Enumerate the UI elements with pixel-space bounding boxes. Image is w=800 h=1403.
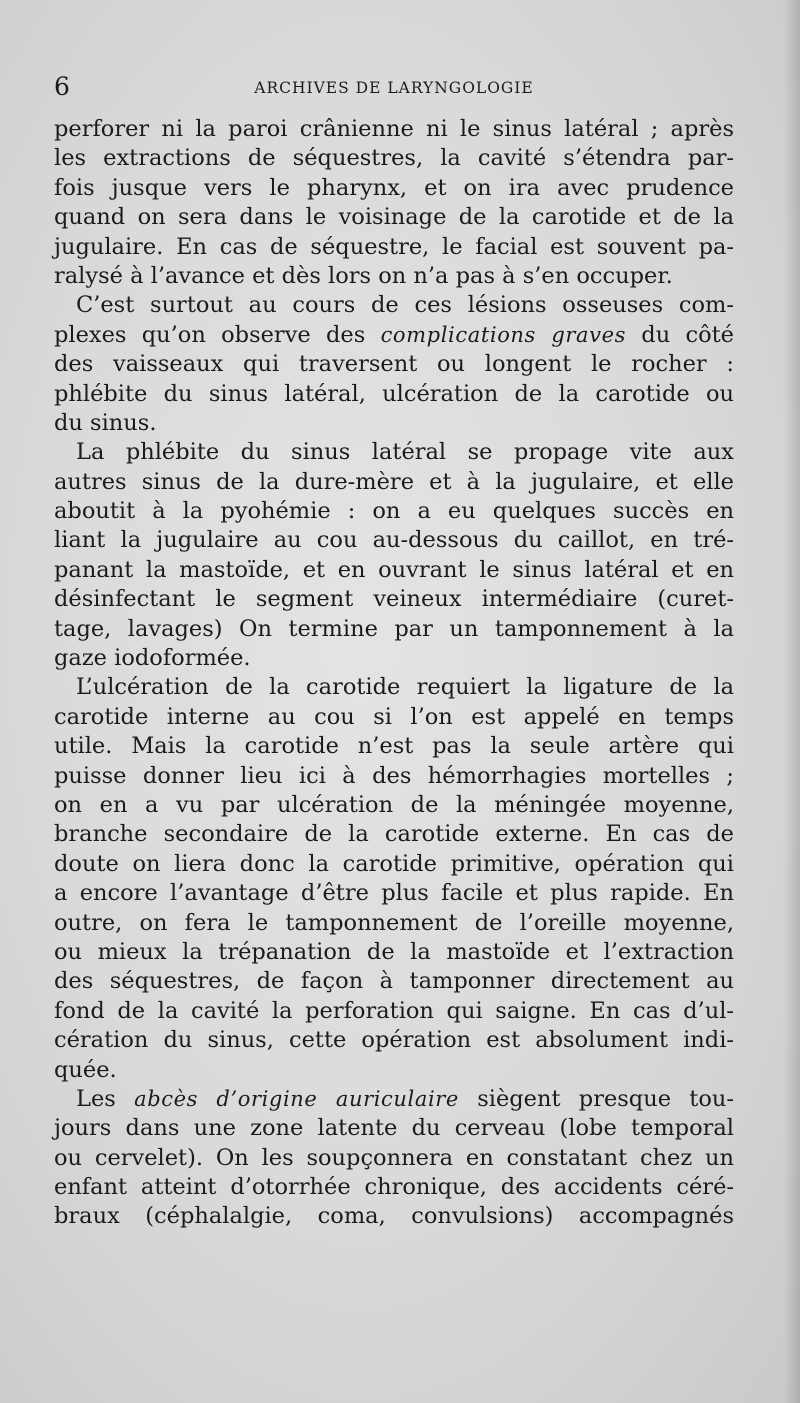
text-line [54,233,734,262]
text-segment: doute on liera donc la carotide primitive, opération qui [54,850,734,877]
text-line [54,615,734,644]
text-line [54,1085,734,1114]
text-segment: cération du sinus, cette opération est absolument indi- [54,1027,734,1054]
text-segment: fois jusque vers le pharynx, et on ira avec prudence [54,174,734,201]
text-segment: a encore l’avantage d’être plus facile et plus rapide. En [54,880,734,907]
text-line [54,997,734,1026]
text-segment: du côté [626,321,734,348]
text-segment: plexes qu’on observe des [54,321,381,348]
text-segment: carotide interne au cou si l’on est appelé en temps [54,703,734,730]
text-segment: on en a vu par ulcération de la méningée moyenne, [54,791,734,818]
text-segment: quée. [54,1056,117,1083]
text-segment: liant la jugulaire au cou au-dessous du caillot, en tré- [54,527,734,554]
text-segment: ou mieux la trépanation de la mastoïde et l’extraction [54,938,734,965]
body-text [54,115,734,1232]
text-line [54,1173,734,1202]
text-line [54,1026,734,1055]
text-line [54,556,734,585]
text-line [54,174,734,203]
text-segment: les extractions de séquestres, la cavité s’étendra par- [54,145,734,172]
text-line [54,321,734,350]
text-segment: outre, on fera le tamponnement de l’oreille moyenne, [54,909,734,936]
text-line [54,1114,734,1143]
running-title: ARCHIVES DE LARYNGOLOGIE [254,79,534,97]
text-line [54,409,734,438]
italic-phrase: complications graves [380,322,627,347]
text-line [54,350,734,379]
text-line [54,673,734,702]
text-segment: aboutit à la pyohémie : on a eu quelques succès en [54,498,734,525]
text-line [54,438,734,467]
text-segment: braux (céphalalgie, coma, convulsions) accompagnés [54,1203,734,1230]
text-segment: des vaisseaux qui traversent ou longent le rocher : [54,351,734,378]
text-line [54,291,734,320]
text-segment: La phlébite du sinus latéral se propage vite aux [76,439,734,466]
text-line [54,526,734,555]
page-number: 6 [54,72,70,101]
text-line [54,820,734,849]
text-segment: des séquestres, de façon à tamponner directement au [54,968,734,995]
text-segment: C’est surtout au cours de ces lésions osseuses com- [76,292,734,319]
text-segment: siègent presque tou- [458,1085,734,1112]
text-segment: quand on sera dans le voisinage de la carotide et de la [54,204,734,231]
text-line [54,703,734,732]
text-line [54,732,734,761]
text-line [54,938,734,967]
text-segment: branche secondaire de la carotide externe. En cas de [54,821,734,848]
text-line [54,203,734,232]
text-segment: utile. Mais la carotide n’est pas la seule artère qui [54,733,734,760]
italic-phrase: abcès d’origine auriculaire [134,1086,459,1111]
text-segment: ralysé à l’avance et dès lors on n’a pas à s’en occuper. [54,262,673,289]
text-segment: désinfectant le segment veineux intermédiaire (curet- [54,586,734,613]
page-header [54,72,734,102]
text-line [54,762,734,791]
text-segment: enfant atteint d’otorrhée chronique, des accidents céré- [54,1174,734,1201]
text-line [54,644,734,673]
text-segment: jours dans une zone latente du cerveau (lobe temporal [54,1115,734,1142]
text-line [54,850,734,879]
text-segment: du sinus. [54,409,157,436]
text-line [54,585,734,614]
text-segment: tage, lavages) On termine par un tamponnement à la [54,615,734,642]
text-line [54,967,734,996]
text-line [54,115,734,144]
text-line [54,791,734,820]
text-segment: perforer ni la paroi crânienne ni le sinus latéral ; après [54,116,734,142]
text-line [54,909,734,938]
text-segment: Les [76,1085,135,1112]
text-line [54,879,734,908]
text-line [54,468,734,497]
text-segment: phlébite du sinus latéral, ulcération de la carotide ou [54,380,734,407]
text-segment: ou cervelet). On les soupçonnera en constatant chez un [54,1144,734,1171]
text-line [54,144,734,173]
text-segment: fond de la cavité la perforation qui saigne. En cas d’ul- [54,997,734,1024]
text-segment: autres sinus de la dure-mère et à la jugulaire, et elle [54,468,734,495]
text-line [54,262,734,291]
text-line [54,1056,734,1085]
text-line [54,380,734,409]
text-line [54,1202,734,1231]
text-segment: panant la mastoïde, et en ouvrant le sinus latéral et en [54,556,734,583]
text-segment: jugulaire. En cas de séquestre, le facial est souvent pa- [54,233,734,260]
text-line [54,1144,734,1173]
text-segment: puisse donner lieu ici à des hémorrhagies mortelles ; [54,762,734,789]
text-segment: L’ulcération de la carotide requiert la ligature de la [76,674,734,701]
text-line [54,497,734,526]
text-segment: gaze iodoformée. [54,645,251,672]
